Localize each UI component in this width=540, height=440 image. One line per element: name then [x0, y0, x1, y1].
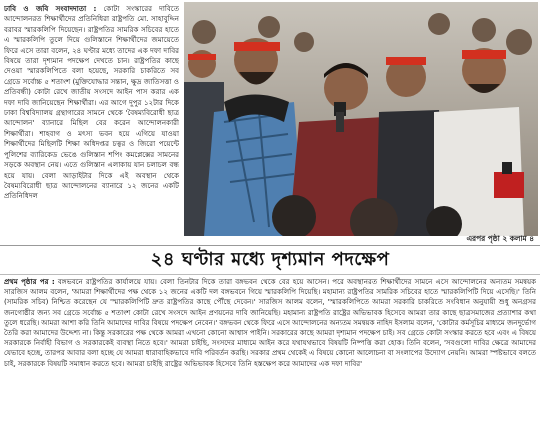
article-paragraph	[4, 277, 536, 369]
left-column-article	[4, 4, 179, 240]
headline: ২৪ ঘণ্টার মধ্যে দৃশ্যমান পদক্ষেপ	[150, 249, 390, 270]
left-column-text: কোটা সংস্কারের দাবিতে আন্দোলনরত শিক্ষার্থীদের প্রতিনিধিরা রাষ্ট্রপতি মো. সাহাবুদ্দিন বরাবর স্মারকলিপি দিয়েছেন। রাষ্ট্রপতির সামরিক সচিবের হাতে এ স্মারকলিপি তুলে দিয়ে গুলিস্তানে শিক্ষার্থীদের জমায়েতে ফিরে এসে তারা বলেন, ২৪ ঘণ্টার মধ্যে তাদের এক দফা দাবির বিষয়ে তারা দৃশ্যমান পদক্ষেপ দেখতে চান। রাষ্ট্রপতির কাছে দেওয়া স্মারকলিপিতে বলা হয়েছে, সরকারি চাকরিতে সব গ্রেডে সর্বোচ্চ ৫ শতাংশ (মুক্তিযোদ্ধার সন্তান, ক্ষুদ্র জাতিসত্তা ও প্রতিবন্ধী) কোটা রেখে জাতীয় সংসদে আইন পাস করার এক দফা দাবি জানিয়েছেন শিক্ষার্থীরা। এর আগে দুপুর ১২টার দিকে ঢাকা বিশ্ববিদ্যালয় গ্রন্থাগারের সামনে থেকে 'বৈষম্যবিরোধী ছাত্র আন্দোলন' ব্যানারে মিছিল বের করেন আন্দোলনকারী শিক্ষার্থীরা। শাহবাগ ও মৎস্য ভবন হয়ে এগিয়ে যাওয়া শিক্ষার্থীদের মিছিলটি শিক্ষা অধিদপ্তর চত্বর ও জিরো পয়েন্টে পুলিশের ব্যারিকেড ভেঙে গুলিস্তান শপিং কমপ্লেক্সের সামনের সড়কে অবস্থান নেয়। এতে গুলিস্তান এলাকায় যান চলাচল বন্ধ হয়ে যায়। বেলা আড়াইটার দিকে এই অবস্থান থেকে বৈষম্যবিরোধী ছাত্র আন্দোলনের ব্যানারে ১২ জনের একটি প্রতিনিধিদল	[4, 4, 179, 201]
divider	[0, 274, 540, 275]
protest-photo-illustration	[184, 2, 538, 236]
protest-photo	[184, 2, 538, 236]
photo-continuation: এরপর পৃষ্ঠা ২ কলাম ৪	[466, 234, 534, 243]
left-column-paragraph	[4, 4, 179, 202]
divider	[0, 245, 540, 246]
dateline: ঢাবি ও জবি সংবাদদাতা :	[4, 4, 97, 13]
continuation-lead: প্রথম পৃষ্ঠার পর :	[4, 277, 55, 286]
article-body	[4, 277, 536, 440]
article-text: বঙ্গভবনে রাষ্ট্রপতির কার্যালয়ে যায়। বেলা তিনটার দিকে তারা বঙ্গভবন থেকে বের হয়ে আসেন। পরে অবস্থানরত শিক্ষার্থীদের সামনে এসে আন্দোলনের অন্যতম সমন্বয়ক সারজিস আলম বলেন, 'আমরা শিক্ষার্থীদের পক্ষ থেকে ১২ জনের একটি দল বঙ্গভবনে গিয়ে স্মারকলিপি দিয়েছি। মহামান্য রাষ্ট্রপতির সামরিক সচিবের হাতে স্মারকলিপিটি দিয়ে এসেছি।' তিনি (সামরিক সচিব) নিশ্চিত করেছেন যে 'স্মারকলিপিটি দ্রুত রাষ্ট্রপতির কাছে পৌঁছে দেবেন।' সারজিস আলম বলেন, 'স্মারকলিপিতে আমরা সরকারি চাকরিতে সংবিধান অনুযায়ী শুধু অনগ্রসর জনগোষ্ঠীর জন্য সব গ্রেডে সর্বোচ্চ ৫ শতাংশ কোটা রেখে সংসদে আইন প্রণয়নের দাবি জানিয়েছি। মহামান্য রাষ্ট্রপতি রাষ্ট্রের অভিভাবক হিসেবে আমরা তার কাছে ছাত্রসমাজের প্রত্যাশার কথা তুলে ধরেছি। আমরা আশা করি তিনি আমাদের দাবির বিষয়ে পদক্ষেপ নেবেন।' বঙ্গভবন থেকে ফিরে এসে আন্দোলনের অন্যতম সমন্বয়ক নাহিদ ইসলাম বলেন, 'কোটার কর্মসূচির মাধ্যমে জনদুর্ভোগ তৈরি করা আমাদের উদ্দেশ্য না। কিন্তু সরকারের পক্ষ থেকে আমরা এখনো কোনো আশ্বাস পাইনি। সরকারের কাছে আমরা দৃশ্যমান পদক্ষেপ চাই। সব গ্রেডে কোটা সংস্কার করতে হবে এবং এ বিষয়ে সরকারকে নির্বাহী বিভাগ ও সরকারকেই ব্যবস্থা নিতে হবে।' আমরা চাইছি, সংসদের মাধ্যমে আইন করে যথাযথভাবে বিষয়টি নিষ্পত্তি করা হোক। তিনি বলেন, 'সবগুলো দাবির ক্ষেত্রে আমাদের যেভাবে হচ্ছে, তারপর আবার বলা হচ্ছে যে আমরা ধারাবাহিকভাবে দাবি পরিবর্তন করছি। সরকার প্রথম থেকেই এ বিষয়ে কোনো আলোচনা বা সংলাপের উদ্যোগ নেয়নি। আমরা স্পষ্টভাবে বলতে চাই, সরকারকে বিষয়টি সমাধান করতে হবে। আমরা চাইছি রাষ্ট্রের অভিভাবক হিসেবে তিনি হস্তক্ষেপ করে আমাদের এক দফা দাবির'	[4, 277, 536, 368]
